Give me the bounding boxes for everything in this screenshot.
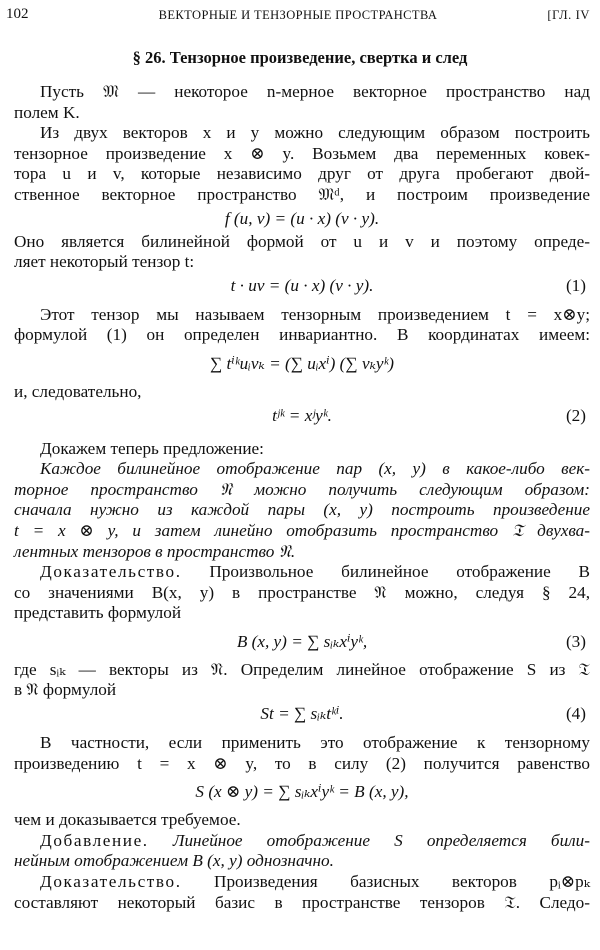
page-number: 102 <box>6 6 29 22</box>
text-line: ляет некоторый тензор t: <box>14 252 195 272</box>
formula-2 <box>14 403 590 429</box>
addition-heading: Добавление. <box>40 830 149 850</box>
text-line: ственное векторное пространство 𝔐ᵈ, и построим произведение <box>14 184 590 204</box>
theorem-line: сначала нужно из каждой пары (x, y) построить произведение <box>14 500 590 520</box>
text-line: Пусть 𝔐 — некоторое n-мерное векторное пространство над <box>40 82 590 101</box>
text-line <box>14 831 590 852</box>
text-line <box>14 872 590 893</box>
proof-heading: Доказательство. <box>40 562 182 582</box>
section-title: § 26. Тензорное произведение, свертка и след <box>132 48 468 67</box>
formula-f <box>14 206 590 232</box>
running-title: ВЕКТОРНЫЕ И ТЕНЗОРНЫЕ ПРОСТРАНСТВА <box>158 8 438 22</box>
formula-text: ∑ tⁱᵏuᵢvₖ = (∑ uᵢxⁱ) (∑ vₖyᵏ) <box>209 353 395 373</box>
formula-5 <box>14 774 590 810</box>
text-line: чем и доказывается требуемое. <box>14 810 241 830</box>
proof-heading: Доказательство. <box>40 872 182 892</box>
formula-text: S (x ⊗ y) = ∑ sᵢₖxⁱyᵏ = B (x, y), <box>195 782 409 802</box>
formula-text: tʲᵏ = xʲyᵏ. <box>272 405 332 425</box>
text-line: со значениями B(x, y) в пространстве 𝔑 можно, следуя § 24, <box>14 582 590 602</box>
theorem-line: торное пространство 𝔑 можно получить следующим образом: <box>14 479 590 499</box>
text-line: где sᵢₖ — векторы из 𝔑. Определим линейное отображение S из 𝔗 <box>14 659 590 679</box>
text-line: и, следовательно, <box>14 381 142 401</box>
text-line: формулой (1) он определен инвариантно. В координатах имеем: <box>14 325 590 345</box>
equation-number: (1) <box>565 275 586 295</box>
proof-text: Произвольное билинейное отображение B <box>181 562 590 582</box>
text-line: тензорное произведение x ⊗ y. Возьмем два переменных ковек- <box>14 143 590 163</box>
formula-text: St = ∑ sᵢₖtᵏⁱ. <box>260 704 344 724</box>
text-line: в 𝔑 формулой <box>14 680 117 700</box>
formula-text: B (x, y) = ∑ sᵢₖxⁱyᵏ, <box>236 631 368 651</box>
text-line: Докажем теперь предложение: <box>40 438 264 458</box>
text-line: полем K. <box>14 102 80 122</box>
equation-number: (3) <box>565 631 586 651</box>
text-line: произведению t = x ⊗ y, то в силу (2) получится равенство <box>14 753 590 773</box>
formula-1 <box>14 273 590 299</box>
theorem-line: t = x ⊗ y, и затем линейно отобразить пространство 𝔗 двухва- <box>14 520 590 540</box>
text-line: тора u и v, которые независимо друг от друга пробегают двой- <box>14 164 590 184</box>
formula-text: f (u, v) = (u · x) (v · y). <box>224 208 380 228</box>
page-header <box>6 6 590 28</box>
equation-number: (4) <box>565 704 586 724</box>
formula-text: t · uv = (u · x) (v · y). <box>230 275 374 295</box>
text-line <box>14 562 590 583</box>
formula-coordinates <box>14 346 590 382</box>
text-line: Оно является билинейной формой от u и v и поэтому опреде- <box>14 231 590 251</box>
addition-text: Линейное отображение S определяется били- <box>148 830 590 850</box>
text-line: Этот тензор мы называем тензорным произведением t = x⊗y; <box>40 304 590 324</box>
proof-text: Произведения базисных векторов pᵢ⊗pₖ <box>181 872 590 892</box>
text-line: нейным отображением B (x, y) однозначно. <box>14 851 334 871</box>
text-line: представить формулой <box>14 603 182 623</box>
theorem-line: Каждое билинейное отображение пар (x, y) в какое-либо век- <box>40 459 590 479</box>
theorem-line: лентных тензоров в пространство 𝔑. <box>14 541 296 561</box>
page-body <box>14 82 590 913</box>
formula-4 <box>14 701 590 727</box>
text-line: составляют некоторый базис в пространстве тензоров 𝔗. Следо- <box>14 892 590 912</box>
formula-3 <box>14 624 590 660</box>
text-line: В частности, если применить это отображение к тензорному <box>40 733 590 753</box>
text-line: Из двух векторов x и y можно следующим образом построить <box>40 123 590 143</box>
equation-number: (2) <box>565 405 586 425</box>
chapter-marker: [ГЛ. IV <box>547 8 590 22</box>
